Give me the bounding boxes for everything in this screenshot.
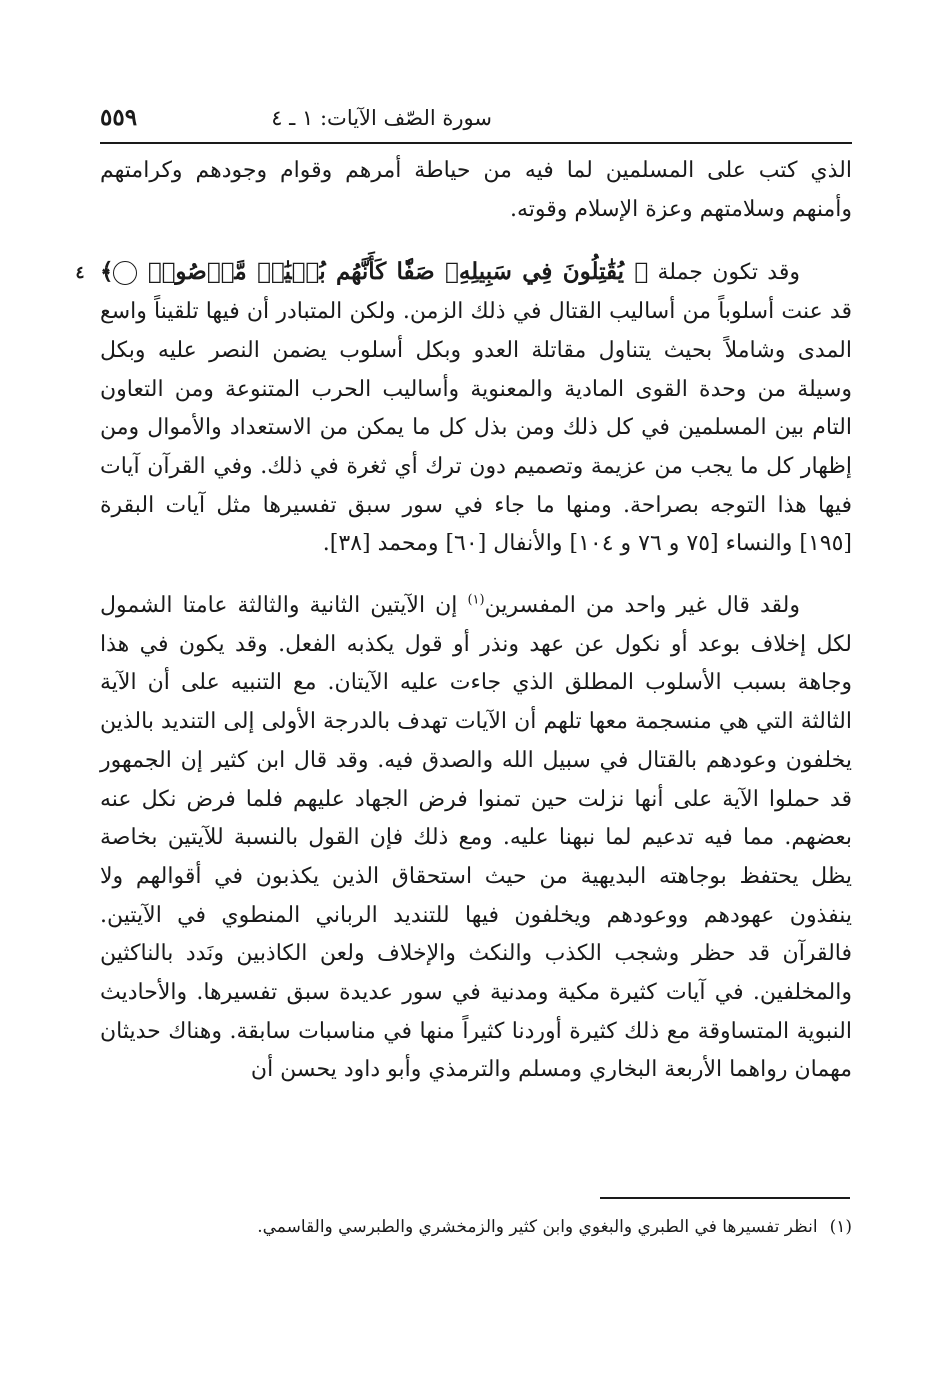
running-title: سورة الصّف الآيات: ١ ـ ٤ [271, 106, 492, 130]
footnote-text: انظر تفسيرها في الطبري والبغوي وابن كثير والزمخشري والطبرسي والقاسمي. [257, 1217, 818, 1237]
paragraph-3-lead: ولقد قال غير واحد من المفسرين [484, 593, 800, 619]
quran-close-bracket: ﴾ [100, 258, 114, 286]
footnote-reference[interactable]: (١) [467, 592, 485, 608]
footnote [100, 1212, 852, 1242]
quran-verse [75, 258, 649, 286]
quran-verse-text: ﴿ يُقَٰتِلُونَ فِي سَبِيلِهِۦ صَفّٗا كَأَنَّهُم بُنۡيَٰنٞ مَّرۡصُوصٞ [147, 258, 649, 286]
page-header [100, 100, 852, 140]
paragraph-2 [75, 253, 853, 564]
paragraph-2-lead: وقد تكون جملة [648, 260, 800, 286]
paragraph-3-body: إن الآيتين الثانية والثالثة عامتا الشمول لكل إخلاف بوعد أو نكول عن عهد ونذر أو قول يكذبه الفعل. وقد يكون في هذا وجاهة بسبب الأسلوب المطلق الذي جاءت عليه الآيتان. مع التنبيه على أن الآية الثالثة التي هي منسجمة معها تلهم أن الآيات تهدف بالدرجة الأولى إلى التنديد بالذين يخلفون وعودهم بالقتال في سبيل الله والصدق فيه. وقد قال ابن كثير إن الجمهور قد حملوا الآية على أنها نزلت حين تمنوا فرض الجهاد عليهم فلما فرض نكل عنه بعضهم. مما فيه تدعيم لما نبهنا عليه. ومع ذلك فإن القول بالنسبة للآيتين بخاصة يظل يحتفظ بوجاهته البديهية من حيث استحقاق الذين يكذبون في أقوالهم ولا ينفذون عهودهم ووعودهم ويخلفون فيها للتنديد الرباني المنطوي في الآيتين. فالقرآن قد حظر وشجب الكذب والنكث والإخلاف ولعن الكاذبين ونَدد بالناكثين والمخلفين. في آيات كثيرة مكية ومدنية في سور عديدة سبق تفسيرها. والأحاديث النبوية المتساوقة مع ذلك كثيرة أوردنا كثيراً منها في مناسبات سابقة. وهناك حديثان مهمان رواهما الأربعة البخاري ومسلم والترمذي وأبو داود يحسن أن [100, 593, 852, 1083]
ayah-number-marker: ٤ [113, 261, 137, 285]
footnote-number: (١) [829, 1217, 852, 1237]
footnote-divider [600, 1197, 850, 1199]
page-number: ٥٥٩ [100, 104, 138, 131]
header-divider [100, 142, 852, 144]
main-text [75, 152, 853, 1090]
paragraph-3 [100, 587, 852, 1090]
paragraph-1: الذي كتب على المسلمين لما فيه من حياطة أمرهم وقوام وجودهم وكرامتهم وأمنهم وسلامتهم وعزة الإسلام وقوته. [100, 158, 852, 222]
paragraph-2-body: قد عنت أسلوباً من أساليب القتال في ذلك الزمن. ولكن المتبادر أن فيها تلقيناً واسع المدى وشاملاً بحيث يتناول مقاتلة العدو وبكل أسلوب يضمن النصر عليه وبكل وسيلة من وحدة القوى المادية والمعنوية وأساليب الحرب المتنوعة ومن التعاون التام بين المسلمين في كل ذلك ومن بذل كل ما يمكن من الاستعداد والأموال ومن إظهار كل ما يجب من عزيمة وتصميم دون ترك أي ثغرة في ذلك. وفي القرآن آيات فيها هذا التوجه بصراحة. ومنها ما جاء في سور سبق تفسيرها مثل آيات البقرة [١٩٥] والنساء [٧٥ و ٧٦ و ١٠٤] والأنفال [٦٠] ومحمد [٣٨]. [100, 299, 853, 557]
